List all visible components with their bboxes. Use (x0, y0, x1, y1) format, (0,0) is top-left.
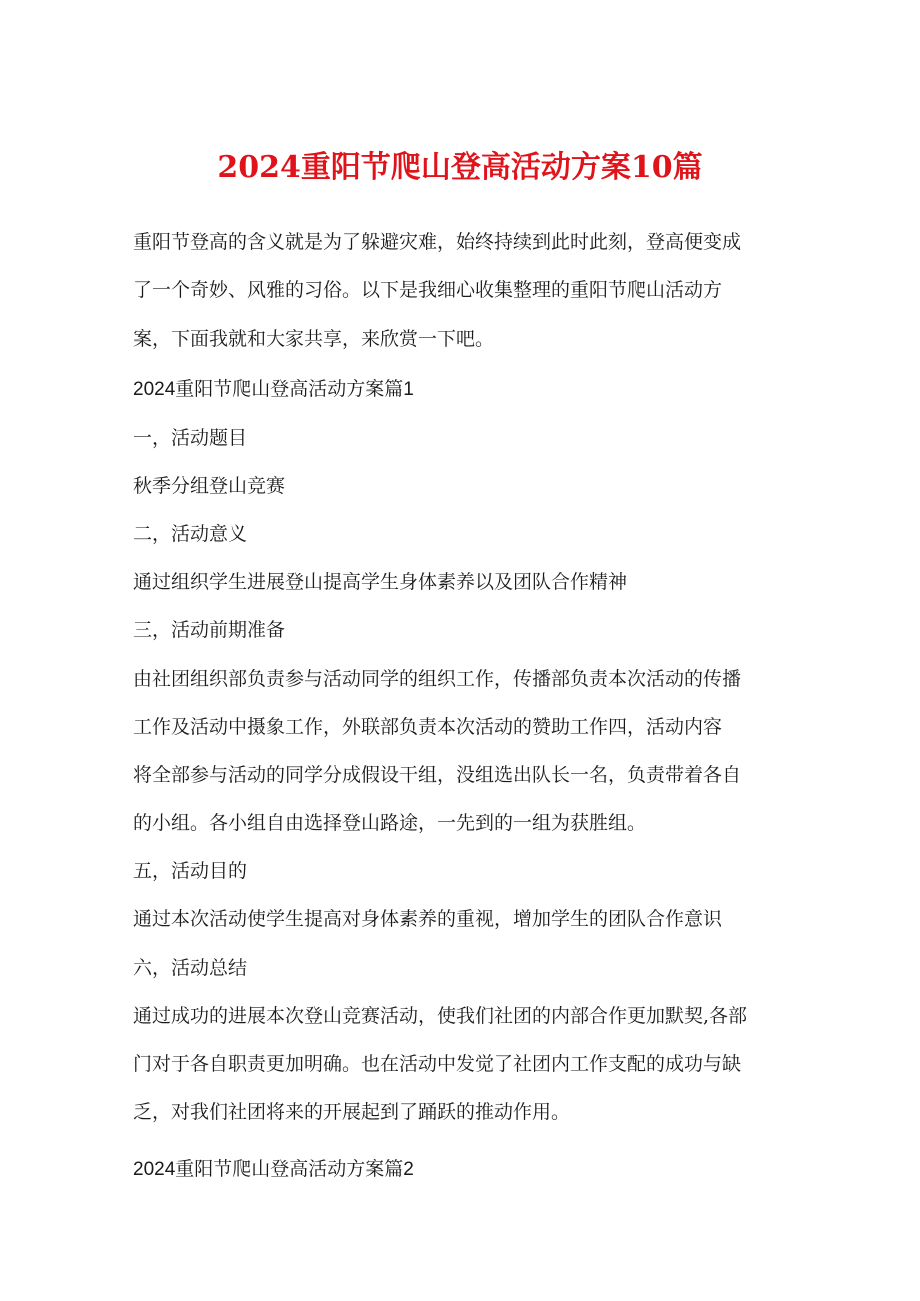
document-title: 2024重阳节爬山登高活动方案10篇 (217, 150, 703, 185)
section-2-heading: 2024重阳节爬山登高活动方案篇2 (133, 1159, 414, 1180)
item-1-text: 秋季分组登山竞赛 (133, 475, 286, 497)
item-1-label: 一，活动题目 (133, 427, 248, 449)
item-3-line-3: 将全部参与活动的同学分成假设干组，没组选出队长一名，负责带着各自 (133, 764, 742, 786)
item-6-line-1: 通过成功的进展本次登山竞赛活动，使我们社团的内部合作更加默契,各部 (133, 1005, 748, 1027)
item-3-label: 三，活动前期准备 (133, 619, 286, 641)
item-6-line-3: 乏，对我们社团将来的开展起到了踊跃的推动作用。 (133, 1101, 571, 1123)
item-2-text: 通过组织学生进展登山提高学生身体素养以及团队合作精神 (133, 571, 628, 593)
section-1-heading: 2024重阳节爬山登高活动方案篇1 (133, 379, 414, 400)
item-5-text: 通过本次活动使学生提高对身体素养的重视，增加学生的团队合作意识 (133, 908, 723, 930)
item-5-label: 五，活动目的 (133, 860, 248, 882)
intro-line-1: 重阳节登高的含义就是为了躲避灾难，始终持续到此时此刻，登高便变成 (133, 231, 742, 253)
intro-line-2: 了一个奇妙、风雅的习俗。以下是我细心收集整理的重阳节爬山活动方 (133, 279, 723, 301)
item-3-line-2: 工作及活动中摄象工作，外联部负责本次活动的赞助工作四，活动内容 (133, 716, 723, 738)
item-2-label: 二，活动意义 (133, 523, 248, 545)
intro-line-3: 案，下面我就和大家共享，来欣赏一下吧。 (133, 328, 495, 350)
item-6-line-2: 门对于各自职责更加明确。也在活动中发觉了社团内工作支配的成功与缺 (133, 1053, 742, 1075)
item-6-label: 六，活动总结 (133, 957, 248, 979)
item-3-line-4: 的小组。各小组自由选择登山路途，一先到的一组为获胜组。 (133, 812, 647, 834)
item-3-line-1: 由社团组织部负责参与活动同学的组织工作，传播部负责本次活动的传播 (133, 668, 742, 690)
